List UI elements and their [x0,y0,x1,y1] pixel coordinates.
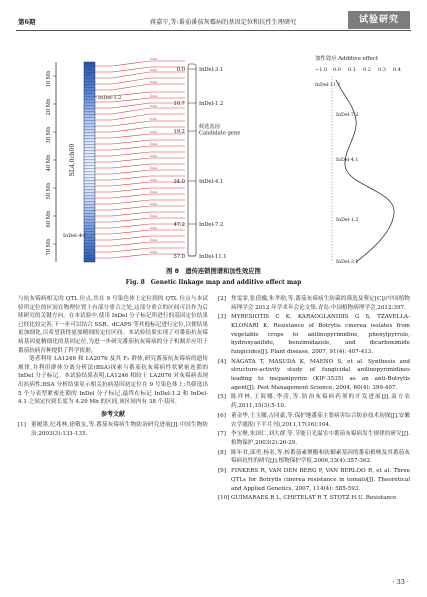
additive-effect-curve [336,80,394,262]
map-marker: InDel-4.1 [199,179,224,185]
reference-item [218,393,410,410]
map-position: 47.2 [173,222,185,228]
marker-labels-left [150,57,157,254]
map-marker: InDel-1.2 [199,101,224,107]
body-paragraph: 笔者利用 LA1246 和 LA2076 及其 F₂ 群体,研究番茄抗灰霉病的遗传规律,并利用群体分离分析法(BSA)探索与番茄抗灰霉病性状紧密连锁的 InDel 分子标记。本试验结果表明,LA1246 相较于 LA2076 对灰霉病表现出抗病性;BSA 分析结果显示相关抗病基因初定位在 9 号染色体上;共筛选出 5 个与表型紧密连锁的 InDel 分子标记,最终在标记 InDel-1.2 和 InDel-4.1 之间定位到长度为 4.29 Mb 的区间,该区间内有 38 个基因。 [18,356,208,406]
svg-text:InDel: InDel [150,167,158,170]
reference-item [218,494,410,503]
svg-text:InDel: InDel [150,105,158,108]
map-position: 0.0 [176,67,185,73]
map-marker: InDel-3.1 [199,67,224,73]
effect-marker: InDel-4.1 [336,158,359,163]
candidate-gene-label [199,122,240,137]
mb-label: 70 Mb [46,238,52,256]
reference-item [218,295,410,312]
candidate-gene-line: Candidate gene [199,130,241,137]
map-position: 10.7 [173,101,185,107]
reference-text: 焦雯霏,张倩骥,朱孝勋,等.番茄灰霉病生防菌的筛选及鉴定[C]//中国植物病理学会 2012 年学术年会论文集.青岛:中国植物病理学会,2012:397. [231,296,410,311]
reference-item [218,313,410,356]
map-marker: InDel-7.2 [199,222,224,228]
map-position: 34.0 [173,179,185,185]
effect-marker: InDel-11.1 [315,83,341,88]
mb-label: 10 Mb [46,70,52,88]
effect-tick: 0.0 [333,67,341,73]
candidate-gene-line: 候选基因 [199,124,220,130]
svg-text:InDel: InDel [150,58,158,61]
effect-tick: 0.1 [348,67,356,73]
mb-label: 20 Mb [46,98,52,116]
figure-caption-en: Fig. 8 Genetic linkage map and additive effect map [125,279,302,286]
reference-item [18,421,208,438]
physical-marker-label: InDel-4.1 [63,233,87,239]
svg-text:InDel: InDel [150,239,158,242]
reference-text: FINKERS R, VAN DEN BERG P, VAN BERLOO R, et al. Three QTLs for Botrytis cinerea resistance in tomato[J]. Theoretical and Applied Genetics, 2007, 114(4): 585-593. [231,468,410,492]
reference-item [218,412,410,429]
map-position: 19.2 [173,129,185,135]
mb-label: 30 Mb [46,126,52,144]
svg-text:InDel: InDel [150,251,158,254]
physical-marker-label: InDel-1.2 [98,95,122,101]
reference-number: [6] [218,412,226,419]
reference-text: 董金华,王玉娜,古同豪,等.保护地番茄主要病害综合防治技术初探[J].安徽农学通报(下半月刊),2011,17(16):104. [231,412,410,428]
svg-text:InDel: InDel [150,155,158,158]
reference-number: [2] [218,296,226,302]
journal-logo: 试验研究 [348,11,410,29]
reference-item [218,467,410,493]
reference-number: [4] [218,358,226,365]
map-position: 57.0 [173,254,185,260]
effect-tick: −1.0 [315,67,328,73]
chromosome-label: SL4.0ch09 [69,143,76,177]
svg-text:InDel: InDel [150,143,158,146]
svg-text:InDel: InDel [150,118,158,121]
reference-text: NAGATA T, MASUDA K, MAENO S, et al. Synthesis and structure-activity study of fungicidal anilinopyrimidines leading to mepanipyrim (KIF-3535) as an anti-Botrytis agent[J]. Pest Management Science, 2004, 60(4): 399-407. [231,358,410,391]
figure-caption-zh: 图 8 遗传连锁图谱和加性效应图 [166,268,261,275]
reference-number: [8] [218,449,226,456]
reference-text: GUIMARAES R L, CHETELAT R T, STOTZ H U. Resistance [231,495,397,502]
effect-marker: InDel-7.2 [336,113,359,118]
effect-tick: 0.3 [378,67,386,73]
issue-number: 第6期 [18,18,36,26]
map-marker: InDel-11.1 [199,254,227,260]
references-heading: 参考文献 [100,410,125,418]
reference-item [218,449,410,466]
svg-text:InDel: InDel [150,227,158,230]
svg-text:InDel: InDel [150,191,158,194]
reference-number: [10] [218,495,230,502]
left-column [18,295,208,440]
reference-number: [9] [218,468,226,475]
reference-text: MYRESIOTIS C K, KARAOGLANIDIS G S, TZAVELLA-KLONARI K. Resistance of Botrytis cinerea isolates from vegetable crops to anilinopyrimidine, phenylpyrrole, hydroxyanilide, benzimidazole, and dicarboximide fungicides[J]. Plant disease, 2007, 91(4): 407-413. [231,314,410,355]
effect-tick: 0.2 [363,67,371,73]
svg-text:InDel: InDel [150,69,158,72]
svg-text:InDel: InDel [150,95,158,98]
marker-connections [95,61,185,258]
svg-text:InDel: InDel [150,81,158,84]
reference-text: 陈祥林,王海娜,李涛,等.防治灰霉病药剂的开发进展[J].南方农药,2011,15(3):5-10. [231,394,410,410]
svg-text:InDel: InDel [150,215,158,218]
reference-text: 陈年君,邱勇,杨名,等.转番茄素聚酶和防御素基因的番茄植株及其番茄灰霉病抗性的研究[J].植物保护学报,2006,33(4):357-362. [231,449,410,465]
effect-tick: 0.4 [393,67,401,73]
reference-text: 李宝聚,朱国仁,刘大群,等.节能日光温室中番茄灰霉病发生规律的研究[J].植物保护,2003(2):26-29. [231,431,410,446]
reference-number: [1] [18,422,26,429]
mb-label: 50 Mb [46,182,52,200]
reference-number: [7] [218,431,226,438]
reference-item [218,358,410,392]
effect-marker: InDel-1.2 [336,218,359,223]
reference-item [218,430,410,447]
svg-text:InDel: InDel [150,131,158,134]
genetic-linkage-figure [0,0,427,265]
reference-number: [5] [218,394,226,401]
mb-label: 40 Mb [46,154,52,172]
mb-scale [46,62,56,262]
effect-ticks [315,67,401,73]
effect-marker: InDel-3.1 [336,260,359,265]
mb-label: 60 Mb [46,210,52,228]
svg-text:InDel: InDel [150,203,158,206]
svg-text:InDel: InDel [150,179,158,182]
running-title: 蒋嘉宁,等:番茄番茄灰霉病的基因定位和抗性生理研究 [150,19,297,26]
right-column [218,295,410,506]
reference-text: 董履墨,纪兆林,徐敬友,等.番茄灰霉病生物防治研究进展[J].中国生物防治,2003(3):131-135. [31,422,208,437]
linkage-chromosome [188,64,196,256]
body-paragraph: 与抗灰霉病相关的 QTL 位点,其在 9 号染色体上定位到的 QTL 位点与本试验所定位的区间在物理位置上有部分重合之处,这部分重合的区间可以作为后续研究的关键方向。在本试验中,使用 InDel 分子标记所进行的基因定位结果已经比较完善,下一步可以结合 SSR、dCAPS 等其他标记进行定位,以便结果更加细化,以希望获得更加精细的定位区间。本试验结果实现了对番茄抗灰霉病基因更精细化的基因定位,为进一步研究番茄抗灰霉病的分子机制并应用于番茄抗病育种提供了科学依据。 [18,296,208,354]
effect-axis-title: 加性效应 Additive effect [315,56,379,62]
reference-number: [3] [218,314,226,321]
page-number: · 33 · [392,578,409,586]
